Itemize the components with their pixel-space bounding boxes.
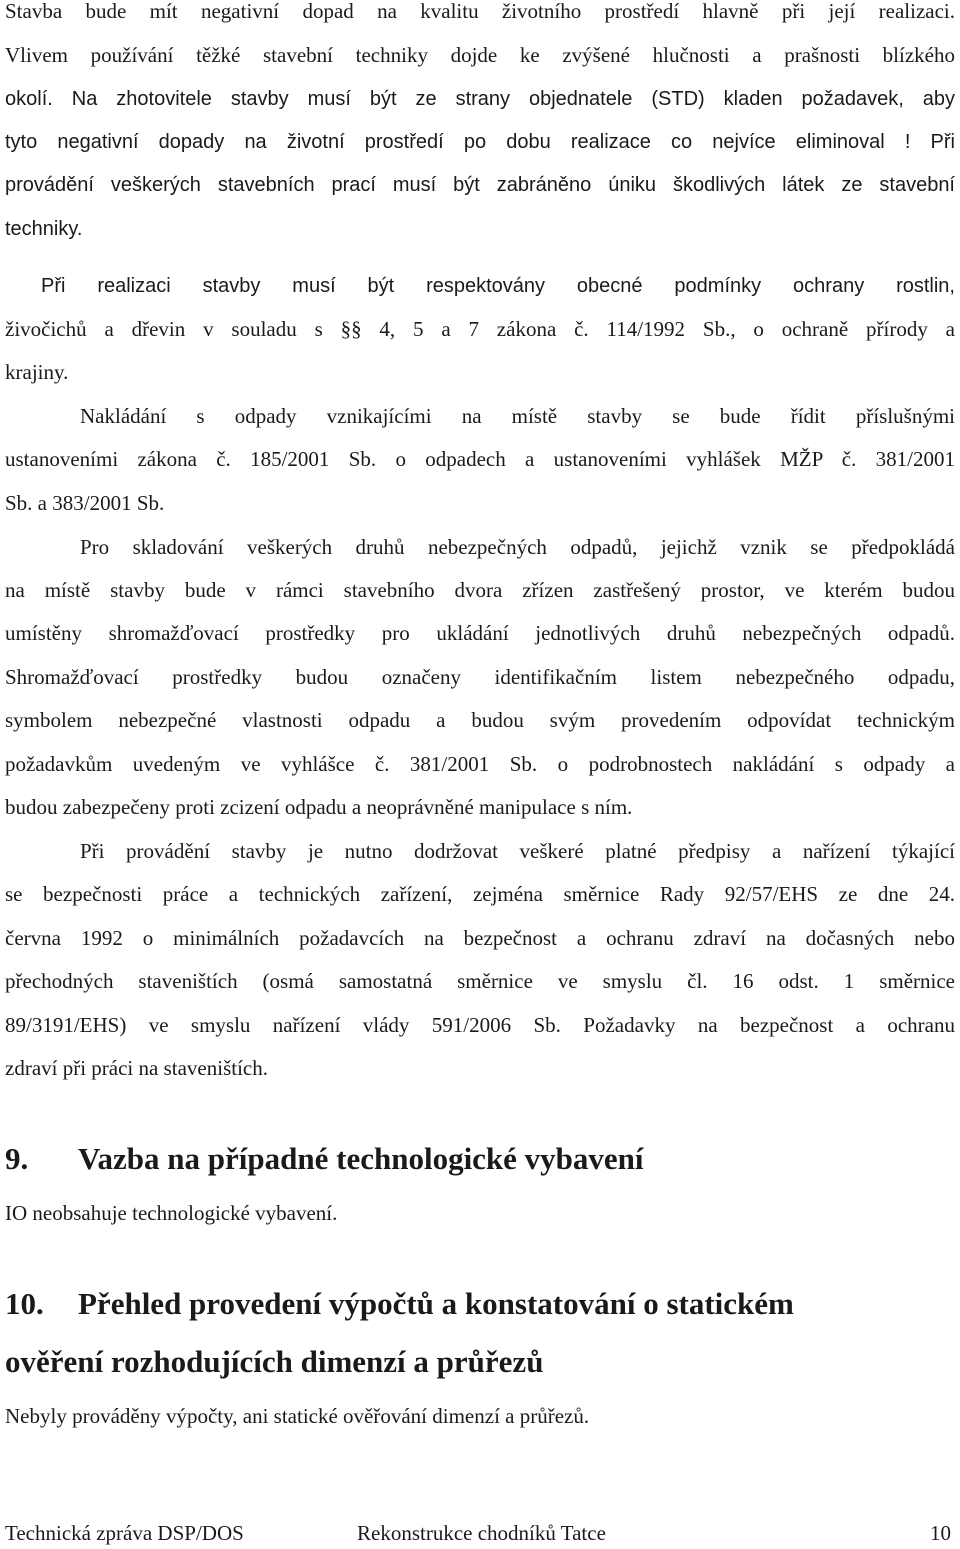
text-line: zdraví při práci na staveništích. bbox=[5, 1056, 268, 1080]
text-line: umístěny shromažďovací prostředky pro ukládání jednotlivých druhů nebezpečných odpadů. bbox=[5, 621, 955, 645]
footer-project-name: Rekonstrukce chodníků Tatce bbox=[357, 1521, 606, 1545]
section-body: Nebyly prováděny výpočty, ani statické ověřování dimenzí a průřezů. bbox=[5, 1404, 590, 1428]
section-title: Vazba na případné technologické vybavení bbox=[78, 1141, 644, 1176]
section-number: 10. bbox=[5, 1286, 44, 1321]
text-line: Pro skladování veškerých druhů nebezpečných odpadů, jejichž vznik se předpokládá bbox=[80, 535, 955, 559]
text-line: okolí. Na zhotovitele stavby musí být ze strany objednatele (STD) kladen požadavek, aby bbox=[5, 88, 955, 110]
text-line: se bezpečnosti práce a technických zařízení, zejména směrnice Rady 92/57/EHS ze dne 24. bbox=[5, 882, 955, 906]
text-line: Stavba bude mít negativní dopad na kvalitu životního prostředí hlavně při její realizaci. bbox=[5, 0, 955, 23]
text-line: 89/3191/EHS) ve smyslu nařízení vlády 591/2006 Sb. Požadavky na bezpečnost a ochranu bbox=[5, 1013, 955, 1037]
footer-page-number: 10 bbox=[930, 1521, 951, 1545]
text-line: symbolem nebezpečné vlastnosti odpadu a budou svým provedením odpovídat technickým bbox=[5, 708, 955, 732]
text-line: Shromažďovací prostředky budou označeny identifikačním listem nebezpečného odpadu, bbox=[5, 665, 955, 689]
section-number: 9. bbox=[5, 1141, 29, 1176]
text-line: na místě stavby bude v rámci stavebního dvora zřízen zastřešený prostor, ve kterém budou bbox=[5, 578, 955, 602]
text-line: krajiny. bbox=[5, 360, 69, 384]
text-line: Nakládání s odpady vznikajícími na místě stavby se bude řídit příslušnými bbox=[80, 404, 955, 428]
text-line: Sb. a 383/2001 Sb. bbox=[5, 491, 165, 515]
text-line: Při realizaci stavby musí být respektovány obecné podmínky ochrany rostlin, bbox=[41, 275, 955, 297]
text-line: živočichů a dřevin v souladu s §§ 4, 5 a 7 zákona č. 114/1992 Sb., o ochraně přírody a bbox=[5, 317, 955, 341]
text-line: přechodných staveništích (osmá samostatná směrnice ve smyslu čl. 16 odst. 1 směrnice bbox=[5, 969, 955, 993]
text-line: Při provádění stavby je nutno dodržovat veškeré platné předpisy a nařízení týkající bbox=[80, 839, 955, 863]
footer-document-title: Technická zpráva DSP/DOS bbox=[5, 1521, 244, 1545]
text-line: techniky. bbox=[5, 218, 83, 240]
text-line: ustanoveními zákona č. 185/2001 Sb. o odpadech a ustanoveními vyhlášek MŽP č. 381/2001 bbox=[5, 447, 955, 471]
section-body: IO neobsahuje technologické vybavení. bbox=[5, 1201, 338, 1225]
section-heading-continued: ověření rozhodujících dimenzí a průřezů bbox=[5, 1344, 544, 1379]
section-title: Přehled provedení výpočtů a konstatování o statickém bbox=[78, 1286, 794, 1321]
text-line: požadavkům uvedeným ve vyhlášce č. 381/2001 Sb. o podrobnostech nakládání s odpady a bbox=[5, 752, 955, 776]
text-line: Vlivem používání těžké stavební techniky dojde ke zvýšené hlučnosti a prašnosti blízkého bbox=[5, 43, 955, 67]
text-line: budou zabezpečeny proti zcizení odpadu a neoprávněné manipulace s ním. bbox=[5, 795, 633, 819]
section-heading bbox=[5, 1140, 644, 1178]
text-line: června 1992 o minimálních požadavcích na bezpečnost a ochranu zdraví na dočasných nebo bbox=[5, 926, 955, 950]
section-heading bbox=[5, 1285, 794, 1323]
text-line: tyto negativní dopady na životní prostředí po dobu realizace co nejvíce eliminoval ! Při bbox=[5, 131, 955, 153]
text-line: provádění veškerých stavebních prací musí být zabráněno úniku škodlivých látek ze stavební bbox=[5, 174, 955, 196]
